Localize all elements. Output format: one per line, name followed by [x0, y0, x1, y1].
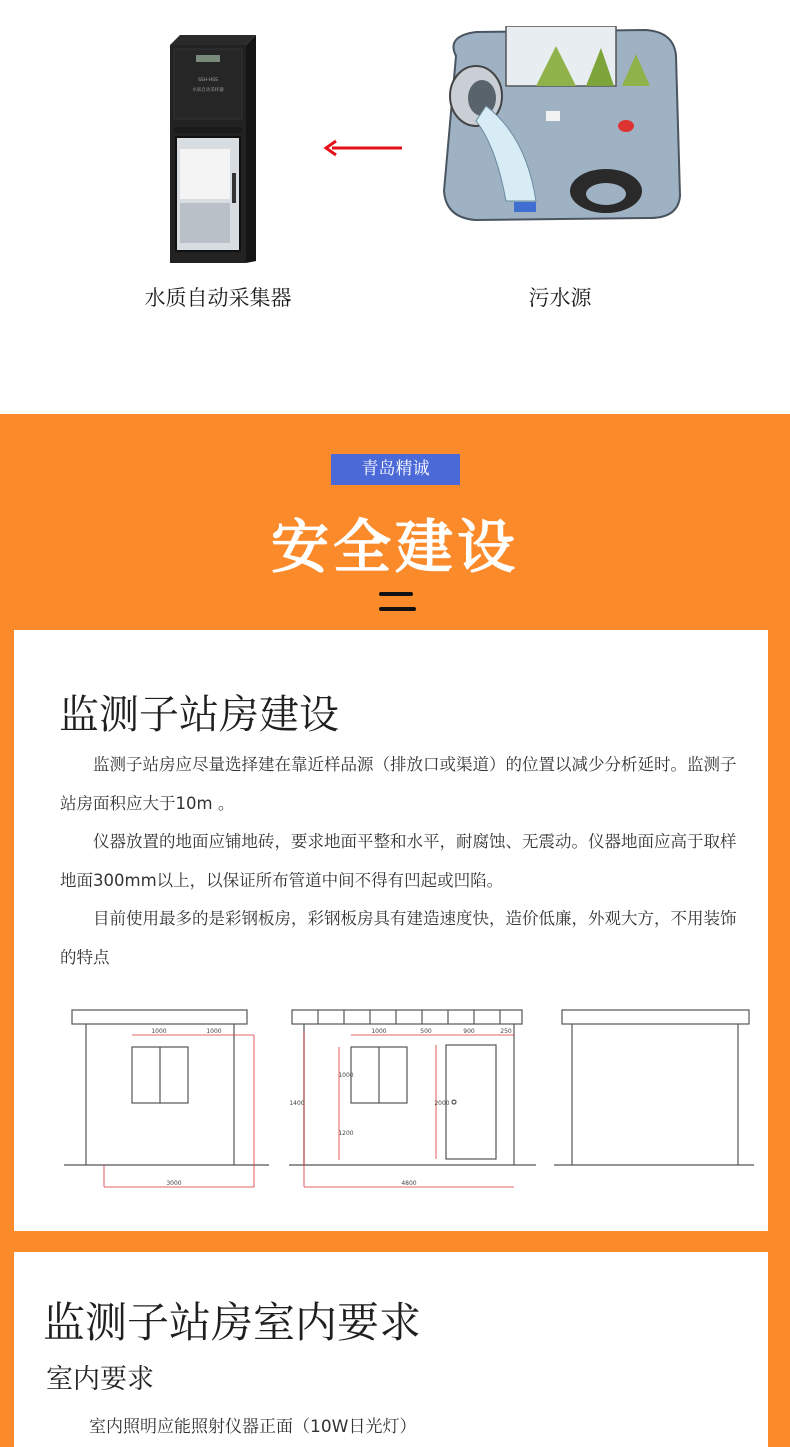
sewage-source-image: [436, 26, 682, 222]
sewage-caption: 污水源: [528, 286, 592, 310]
station-room-construction-card: [14, 630, 768, 1231]
dim-label: 500: [420, 1028, 432, 1035]
red-arrow-icon: [322, 137, 404, 159]
station-room-elevation-drawings: [64, 1005, 754, 1205]
card-title: 监测子站房建设: [59, 692, 339, 738]
dim-label: 3000: [166, 1180, 182, 1187]
svg-text:水质自动采样器: 水质自动采样器: [192, 88, 224, 93]
section-title: 安全建设: [270, 513, 519, 581]
paragraph: 仪器放置的地面应铺地砖，要求地面平整和水平，耐腐蚀、无震动。仪器地面应高于取样地面300mm以上，以保证所布管道中间不得有凹起或凹陷。: [60, 832, 737, 890]
dim-label: 1000: [371, 1028, 387, 1035]
dim-label: 1000: [151, 1028, 167, 1035]
water-sampler-image: [160, 33, 256, 263]
dim-label: 1400: [289, 1100, 305, 1107]
card-subtitle: 室内要求: [46, 1364, 154, 1395]
dim-label: 4800: [401, 1180, 417, 1187]
dim-label: 1200: [338, 1130, 354, 1137]
dim-label: 1000: [338, 1072, 354, 1079]
card-title: 监测子站房室内要求: [43, 1298, 422, 1347]
svg-text:SSH-HSS: SSH-HSS: [198, 78, 218, 83]
dim-label: 2000: [434, 1100, 450, 1107]
sampler-caption: 水质自动采集器: [144, 286, 292, 310]
station-room-indoor-card: [14, 1252, 768, 1447]
dim-label: 900: [463, 1028, 475, 1035]
brand-badge: 青岛精诚: [331, 454, 460, 485]
paragraph: 目前使用最多的是彩钢板房，彩钢板房具有建造速度快，造价低廉，外观大方，不用装饰的特点: [60, 909, 737, 967]
requirement-line: 室内照明应能照射仪器正面（10W日光灯）: [89, 1417, 417, 1437]
dim-label: 250: [500, 1028, 512, 1035]
title-underline-top: [379, 592, 413, 596]
card-body-text: [60, 746, 750, 977]
dim-label: 1000: [206, 1028, 222, 1035]
paragraph: 监测子站房应尽量选择建在靠近样品源（排放口或渠道）的位置以减少分析延时。监测子站房面积应大于10m 。: [60, 755, 737, 813]
top-illustration-section: [0, 0, 790, 414]
title-underline-bottom: [379, 607, 416, 611]
